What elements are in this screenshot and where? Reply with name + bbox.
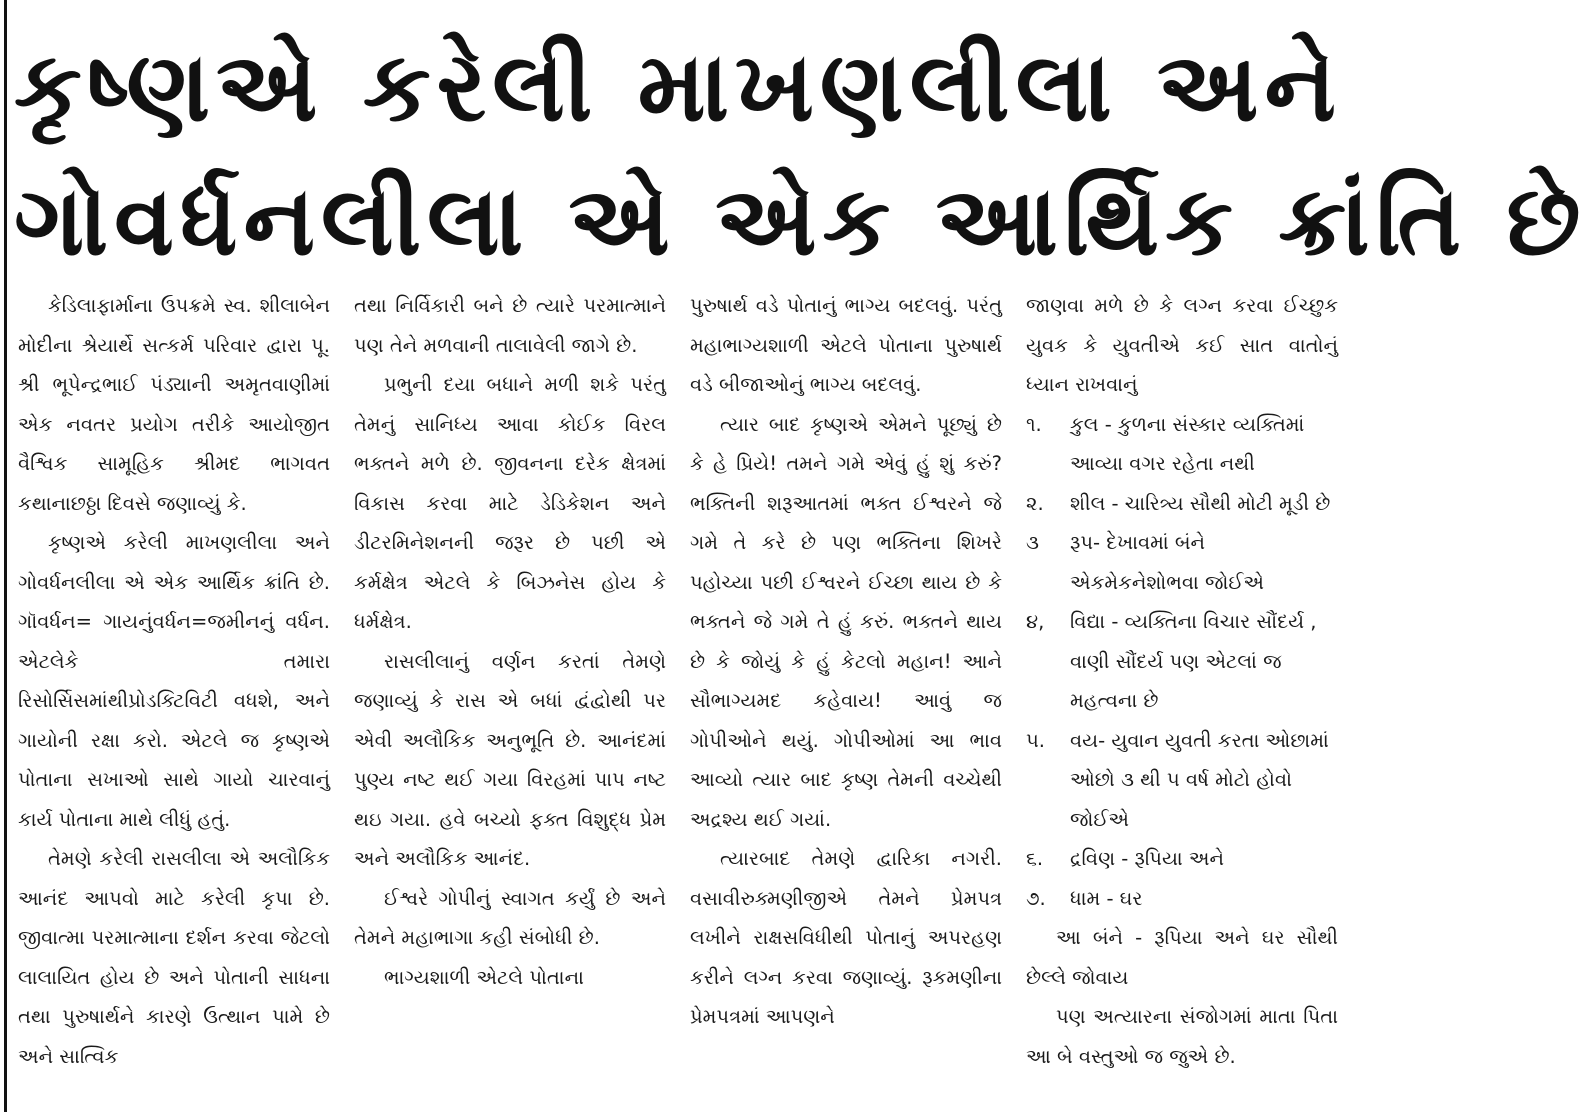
headline	[14, 20, 1587, 288]
list-item-text: વિદ્યા - વ્યક્તિના વિચાર સૌંદર્ય , વાણી સૌંદર્ય પણ એટલાં જ મહત્વના છે	[1070, 610, 1317, 712]
paragraph: ભાગ્યશાળી એટલે પોતાના	[384, 965, 584, 989]
article-column-3	[690, 286, 1002, 1112]
list-item-text: કુલ - કુળના સંસ્કાર વ્યક્તિમાં આવ્યા વગર રહેતા નથી	[1070, 412, 1305, 475]
list-item	[1026, 405, 1338, 484]
paragraph: રાસલીલાનું વર્ણન કરતાં તેમણે જણાવ્યું કે રાસ એ બધાં દ્વંદ્વોથી પર એવી અલૌકિક અનુભૂતિ છે. આનંદમાં પુણ્ય નષ્ટ થઈ ગયા વિરહમાં પાપ નષ્ટ થઇ ગયા. હવે બચ્યો ફક્ત વિશુદ્ધ પ્રેમ અને અલૌકિક આનંદ.	[354, 649, 666, 870]
list-item	[1026, 879, 1338, 919]
list-item-number: ૧.	[1026, 412, 1042, 436]
headline-line-2: ગોવર્ધનલીલા એ એક આર્થિક ક્રાંતિ છે	[14, 165, 1587, 277]
paragraph: તેમણે કરેલી રાસલીલા એ અલૌકિક આનંદ આપવો માટે કરેલી કૃપા છે. જીવાત્મા પરમાત્માના દર્શન કરવા જેટલો લાલાયિત હોય છે અને પોતાની સાધના તથા પુરુષાર્થને કારણે ઉત્થાન પામે છે અને સાત્વિક	[18, 847, 330, 1068]
list-item-text: રૂપ- દેખાવમાં બંને એકમેકનેશોભવા જોઈએ	[1070, 531, 1264, 594]
article-column-1	[18, 286, 330, 1112]
list-item	[1026, 839, 1338, 879]
paragraph: ત્યારબાદ તેમણે દ્વારિકા નગરી. વસાવીરુક્મણીજીએ તેમને પ્રેમપત્ર લખીને રાક્ષસવિધીથી પોતાનું અપરહણ કરીને લગ્ન કરવા જણાવ્યું. રૂકમણીના પ્રેમપત્રમાં આપણને	[690, 847, 1002, 1028]
paragraph: કૃષ્ણએ કરેલી માખણલીલા અને ગોવર્ધનલીલા એ એક આર્થિક ક્રાંતિ છે. ગૉવર્ધન= ગાયનુંવર્ધન=જમીનનું વર્ધન. એટલેકે તમારા રિસોર્સિસમાંથીપ્રોડક્ટિવિટી વધશે, અને ગાયોની રક્ષા કરો. એટલે જ કૃષ્ણએ પોતાના સખાઓ સાથે ગાયો ચારવાનું કાર્ય પોતાના માથે લીધું હતું.	[18, 531, 330, 831]
list-item-number: ૭.	[1026, 886, 1046, 910]
left-border-rule	[4, 0, 7, 1112]
paragraph: તથા નિર્વિકારી બને છે ત્યારે પરમાત્માને પણ તેને મળવાની તાલાવેલી જાગે છે.	[354, 294, 666, 357]
article-column-4	[1026, 286, 1338, 1112]
list-item-text: શીલ - ચારિત્ર્ય સૌથી મોટી મૂડી છે	[1070, 491, 1331, 515]
list-item	[1026, 602, 1338, 721]
list-item-number: ૩	[1026, 531, 1039, 554]
paragraph: પણ અત્યારના સંજોગમાં માતા પિતા આ બે વસ્તુઓ જ જુએ છે.	[1026, 1005, 1338, 1068]
paragraph: પુરુષાર્થ વડે પોતાનું ભાગ્ય બદલવું. પરંતુ મહાભાગ્યશાળી એટલે પોતાના પુરુષાર્થ વડે બીજાઓનું ભાગ્ય બદલવું.	[690, 294, 1002, 396]
list-item-number: ૫.	[1026, 728, 1046, 752]
list-item	[1026, 523, 1338, 602]
list-item	[1026, 721, 1338, 840]
list-item-number: ૨.	[1026, 491, 1044, 515]
headline-line-1: કૃષ્ણએ કરેલી માખણલીલા અને	[14, 31, 1342, 143]
list-item-number: ૬.	[1026, 847, 1044, 870]
paragraph: આ બંને - રૂપિયા અને ઘર સૌથી છેલ્લે જોવાય	[1026, 926, 1338, 989]
list-item-text: વય- યુવાન યુવતી કરતા ઓછામાં ઓછો ૩ થી ૫ વર્ષ મોટો હોવો જોઈએ	[1070, 728, 1329, 831]
list-item-text: દ્રવિણ - રૂપિયા અને	[1070, 847, 1225, 870]
list-item-text: ધામ - ઘર	[1070, 886, 1143, 910]
list-intro: જાણવા મળે છે કે લગ્ન કરવા ઈચ્છુક યુવક કે યુવતીએ કઈ સાત વાતોનું ધ્યાન રાખવાનું	[1026, 294, 1338, 396]
list-item-number: ૪,	[1026, 610, 1045, 633]
paragraph: ઈશ્વરે ગોપીનું સ્વાગત કર્યું છે અને તેમને મહાભાગા કહી સંબોધી છે.	[354, 886, 666, 949]
paragraph: ત્યાર બાદ કૃષ્ણએ એમને પૂછ્યું છે કે હે પ્રિયે! તમને ગમે એવું હું શું કરું? ભક્તિની શરૂઆતમાં ભક્ત ઈશ્વરને જે ગમે તે કરે છે પણ ભક્તિના શિખરે પહોચ્યા પછી ઈશ્વરને ઈચ્છા થાય છે કે ભક્તને જે ગમે તે હું કરું. ભક્તને થાય છે કે જોયું કે હું કેટલો મહાન! આને સૌભાગ્યમદ કહેવાય! આવું જ ગોપીઓને થયું. ગોપીઓમાં આ ભાવ આવ્યો ત્યાર બાદ કૃષ્ણ તેમની વચ્ચેથી અદ્રશ્ય થઈ ગયાં.	[690, 412, 1002, 831]
paragraph: કેડિલાફાર્માના ઉપક્રમે સ્વ. શીલાબેન મોદીના શ્રેયાર્થે સત્કર્મ પરિવાર દ્વારા પૂ. શ્રી ભૂપેન્દ્રભાઈ પંડ્યાની અમૃતવાણીમાં એક નવતર પ્રયોગ તરીકે આયોજીત વૈશ્વિક સામૂહિક શ્રીમદ ભાગવત કથાનાછઠ્ઠા દિવસે જણાવ્યું કે.	[18, 294, 330, 515]
article-column-2	[354, 286, 666, 1112]
list-item	[1026, 484, 1338, 524]
paragraph: પ્રભુની દયા બધાને મળી શકે પરંતુ તેમનું સાનિધ્ય આવા કોઈક વિરલ ભક્તને મળે છે. જીવનના દરેક ક્ષેત્રમાં વિકાસ કરવા માટે ડેડિકેશન અને ડીટરમિનેશનની જરૂર છે પછી એ કર્મક્ષેત્ર એટલે કે બિઝનેસ હોય કે ધર્મક્ષેત્ર.	[354, 373, 666, 633]
